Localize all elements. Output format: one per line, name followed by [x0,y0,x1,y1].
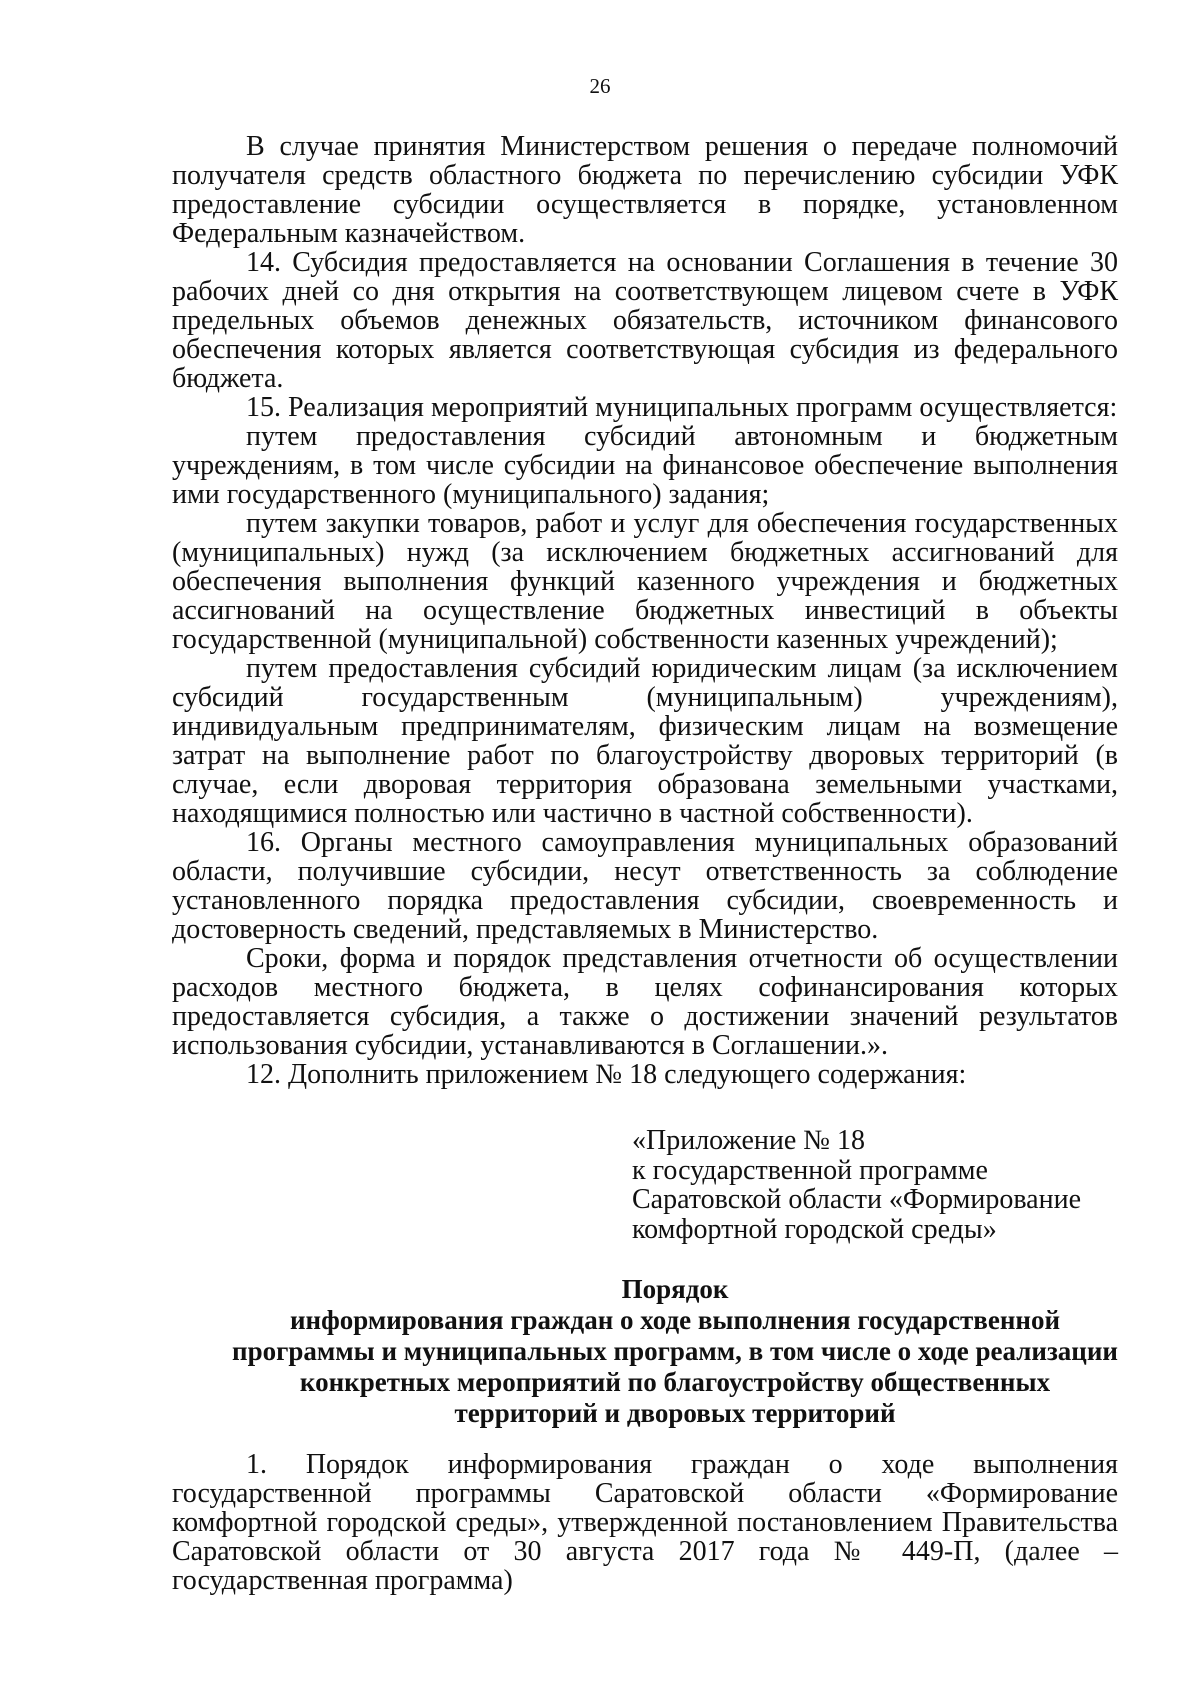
paragraph-order-1: 1. Порядок информирования граждан о ходе выполнения государственной программы Саратовской области «Формирование комфортной городской среды», утвержденной постановлением Правительства Саратовской области от 30 августа 2017 года № 449-П, (далее – государственная программа) [172,1449,1118,1596]
paragraph-15: 15. Реализация мероприятий муниципальных программ осуществляется: [246,392,1118,423]
heading-line-5: территорий и дворовых территорий [454,1398,896,1428]
paragraph-16-reporting: Сроки, форма и порядок представления отчетности об осуществлении расходов местного бюджета, в целях софинансирования которых предоставляется субсидия, а также о достижении значений результатов использования субсидии, устанавливаются в Соглашении.». [172,943,1118,1061]
section-heading [140,1274,1200,1429]
paragraph-ufk-transfer: В случае принятия Министерством решения о передаче полномочий получателя средств областного бюджета по перечислению субсидии УФК предоставление субсидии осуществляется в порядке, установленном Федеральным казначейством. [172,131,1118,249]
heading-line-2: информирования граждан о ходе выполнения государственной [289,1305,1061,1335]
paragraph-15-item-1: путем предоставления субсидий автономным и бюджетным учреждениям, в том числе субсидии на финансовое обеспечение выполнения ими государственного (муниципального) задания; [172,421,1118,510]
paragraph-15-item-2: путем закупки товаров, работ и услуг для обеспечения государственных (муниципальных) нужд (за исключением бюджетных ассигнований для обеспечения выполнения функций казенного учреждения и бюджетных ассигнований на осуществление бюджетных инвестиций в объекты государственной (муниципальной) собственности казенных учреждений); [172,508,1118,655]
appendix-line-4: комфортной городской среды» [632,1213,997,1245]
paragraph-14: 14. Субсидия предоставляется на основании Соглашения в течение 30 рабочих дней со дня открытия на соответствующем лицевом счете в УФК предельных объемов денежных обязательств, источником финансового обеспечения которых является соответствующая субсидия из федерального бюджета. [172,247,1118,394]
appendix-line-3: Саратовской области «Формирование [632,1184,1081,1215]
body-text-top [172,132,1118,1089]
paragraph-12-appendix: 12. Дополнить приложением № 18 следующего содержания: [246,1059,967,1090]
heading-line-4: конкретных мероприятий по благоустройству общественных [299,1367,1051,1397]
heading-line-3: программы и муниципальных программ, в том числе о ходе реализации [232,1336,1118,1366]
paragraph-16: 16. Органы местного самоуправления муниципальных образований области, получившие субсидии, несут ответственность за соблюдение установленного порядка предоставления субсидии, своевременность и достоверность сведений, представляемых в Министерство. [172,827,1118,945]
appendix-line-1: «Приложение № 18 [632,1125,865,1156]
paragraph-15-item-3: путем предоставления субсидий юридическим лицам (за исключением субсидий государственным (муниципальным) учреждениям), индивидуальным предпринимателям, физическим лицам на возмещение затрат на выполнение работ по благоустройству дворовых территорий (в случае, если дворовая территория образована земельными участками, находящимися полностью или частично в частной собственности). [172,653,1118,829]
appendix-header [632,1126,1102,1244]
heading-line-1: Порядок [621,1274,729,1304]
appendix-line-2: к государственной программе [632,1154,988,1186]
body-text-bottom [172,1450,1118,1595]
page-number: 26 [589,74,611,98]
